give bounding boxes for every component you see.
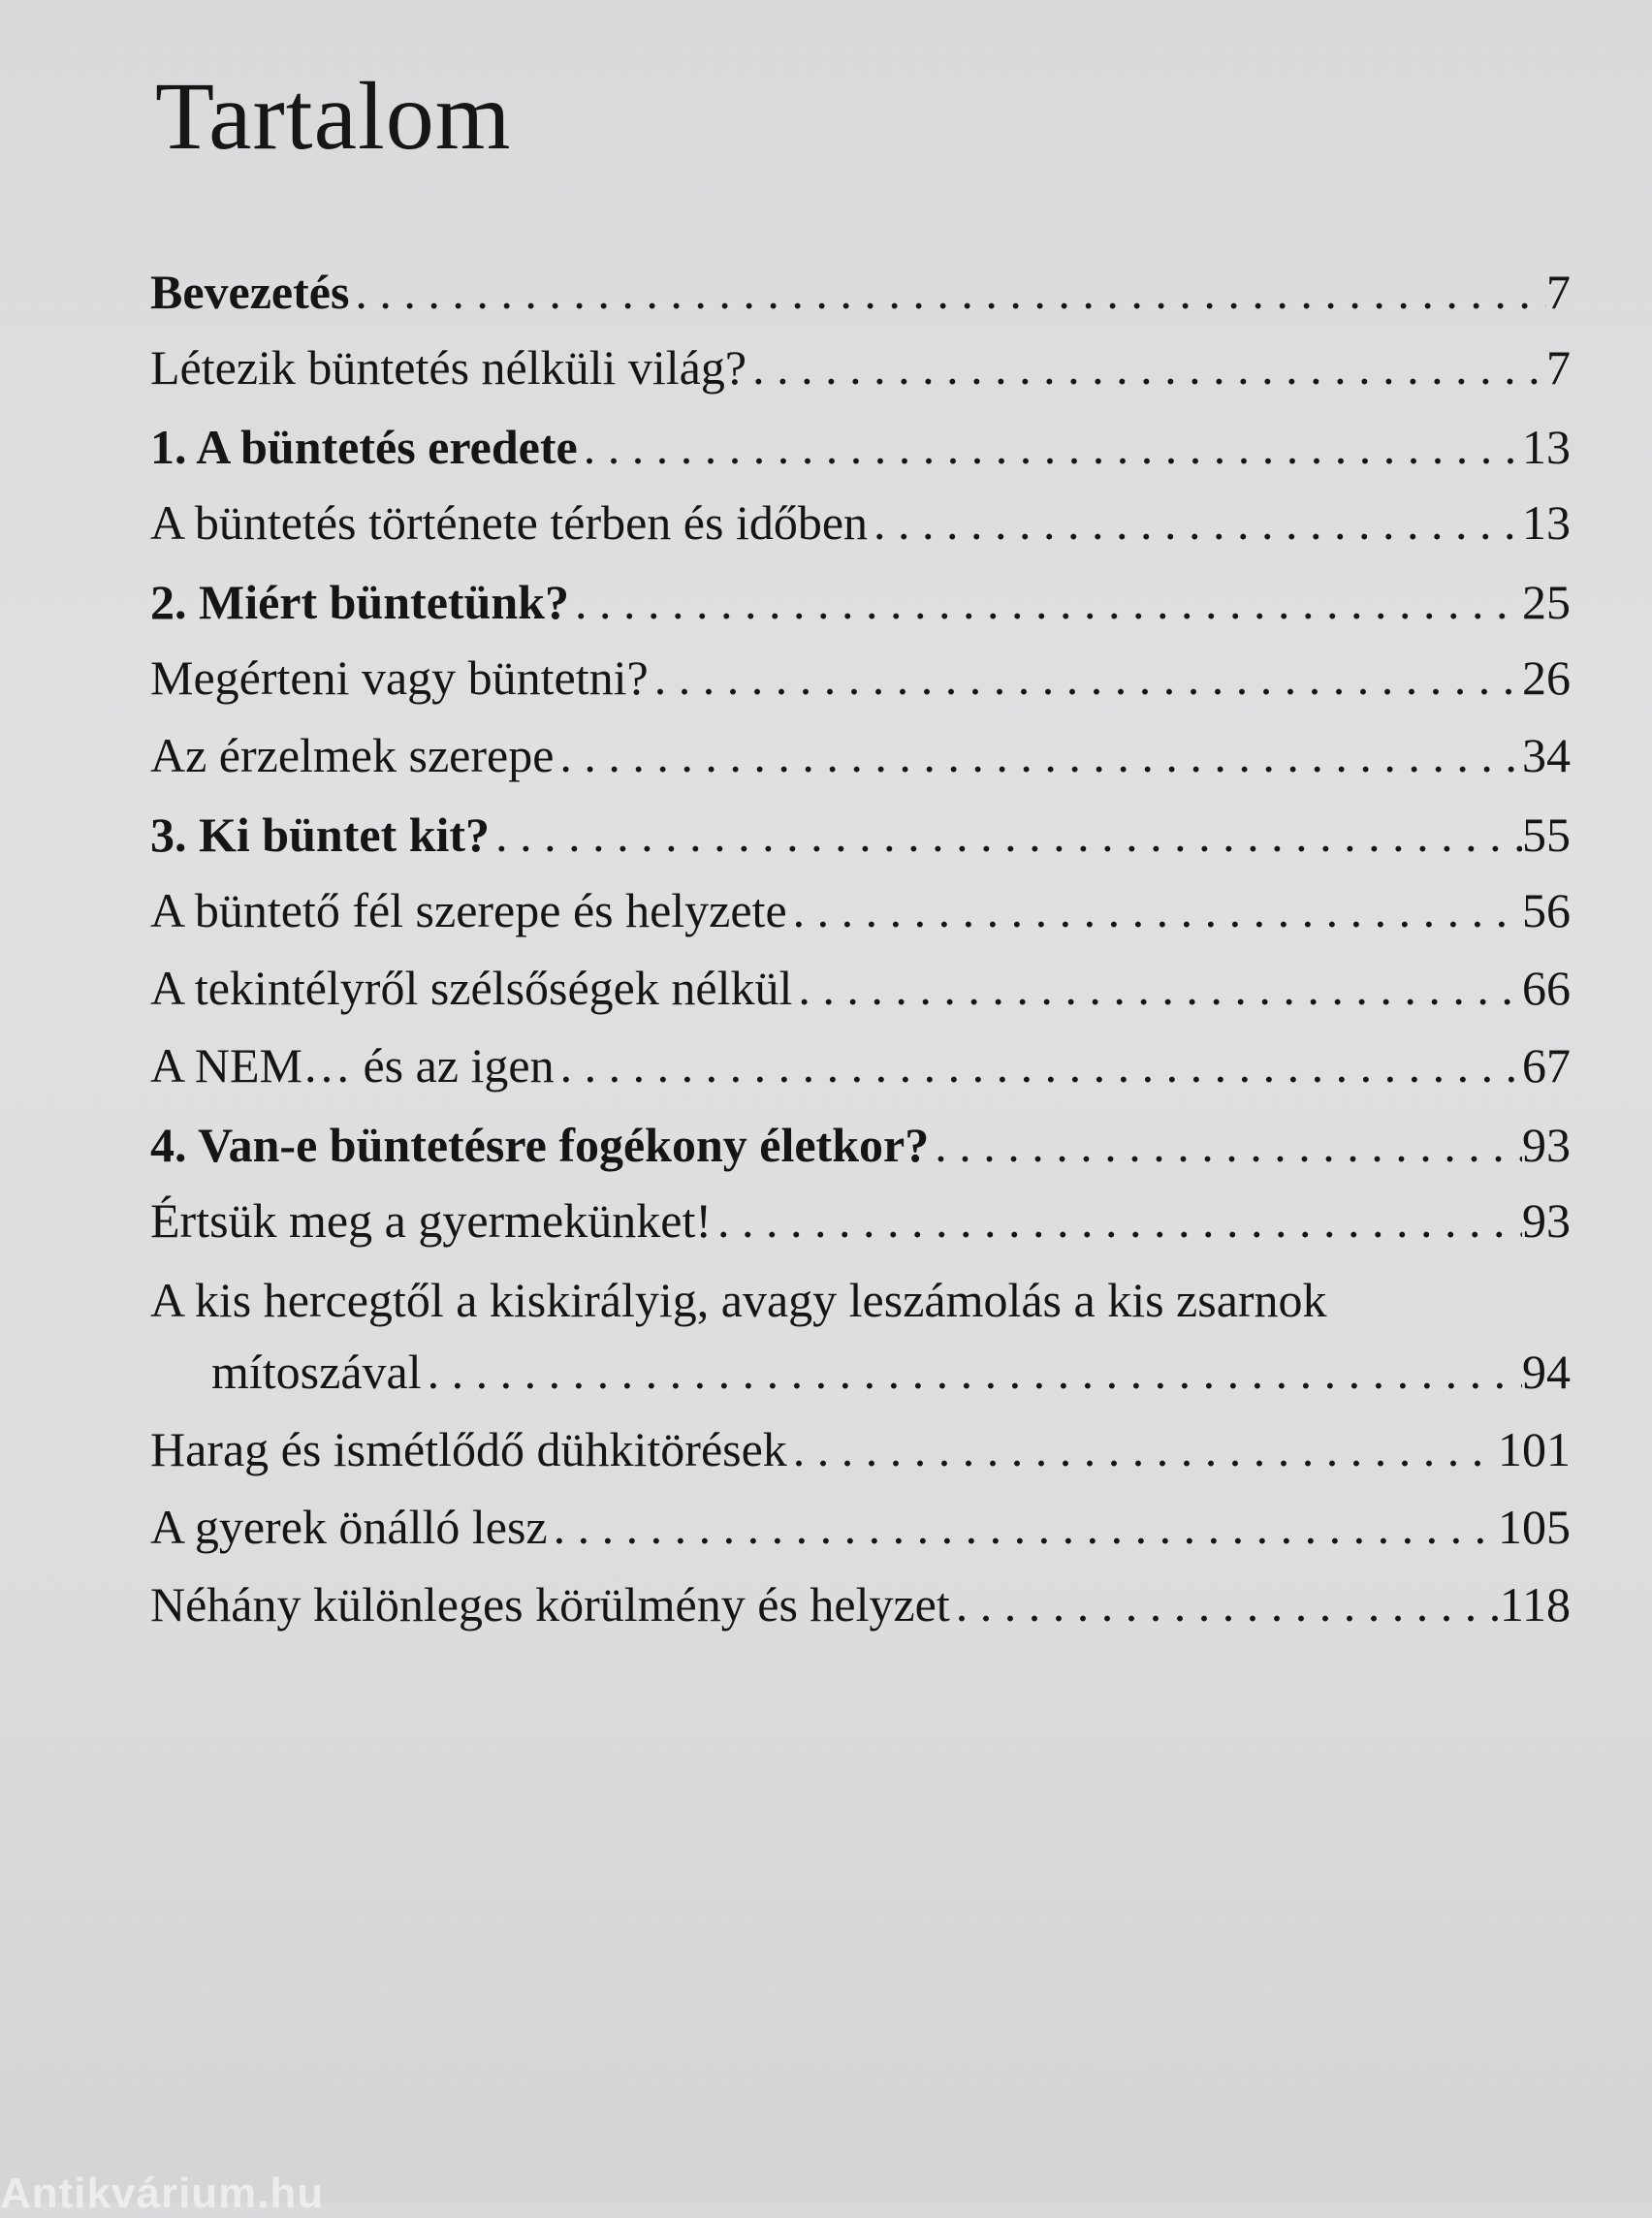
toc-page-number: 93 xyxy=(1522,1118,1571,1172)
toc-page-number: 101 xyxy=(1498,1422,1571,1476)
toc-label: A gyerek önálló lesz xyxy=(150,1500,548,1554)
toc-entry-continuation xyxy=(211,1344,1571,1411)
leader-dots xyxy=(578,419,1522,475)
leader-dots xyxy=(422,1344,1522,1400)
toc-label: Értsük meg a gyermekünket! xyxy=(150,1193,712,1248)
toc-label: Létezik büntetés nélküli világ? xyxy=(150,340,747,395)
toc-page-number: 7 xyxy=(1546,340,1571,395)
toc-page-number: 66 xyxy=(1522,961,1571,1015)
leader-dots xyxy=(868,494,1522,551)
leader-dots xyxy=(929,1117,1522,1173)
toc-label: A NEM… és az igen xyxy=(150,1038,555,1093)
toc-entry xyxy=(150,494,1571,562)
toc-label: Az érzelmek szerepe xyxy=(150,728,555,782)
watermark: Antikvárium.hu xyxy=(0,2170,325,2217)
toc-page-number: 55 xyxy=(1522,808,1571,862)
toc-entry xyxy=(150,1576,1571,1644)
toc-page-number: 13 xyxy=(1522,495,1571,550)
toc-page-number: 7 xyxy=(1546,265,1571,319)
toc-page-number: 56 xyxy=(1522,883,1571,937)
toc-chapter-4 xyxy=(150,1117,1571,1185)
toc-entry xyxy=(150,1499,1571,1567)
leader-dots xyxy=(712,1192,1522,1249)
leader-dots xyxy=(950,1576,1500,1632)
toc-entry xyxy=(150,1192,1571,1260)
leader-dots xyxy=(792,960,1522,1016)
leader-dots xyxy=(555,1037,1522,1093)
toc-page-number: 13 xyxy=(1522,420,1571,474)
toc-entry xyxy=(150,727,1571,795)
toc-label: A tekintélyről szélsőségek nélkül xyxy=(150,961,793,1015)
toc-chapter-2 xyxy=(150,574,1571,642)
toc-page-number: 94 xyxy=(1522,1345,1571,1399)
toc-label: A büntető fél szerepe és helyzete xyxy=(150,883,787,937)
toc-page-number: 118 xyxy=(1499,1577,1571,1632)
toc-page-number: 26 xyxy=(1522,650,1571,705)
toc-page-number: 25 xyxy=(1522,575,1571,629)
leader-dots xyxy=(548,1499,1498,1555)
toc-label: mítoszával xyxy=(211,1345,422,1399)
toc-label: 3. Ki büntet kit? xyxy=(150,808,491,862)
toc-page-number: 67 xyxy=(1522,1038,1571,1093)
toc-page-number: 34 xyxy=(1522,728,1571,782)
leader-dots xyxy=(490,807,1522,863)
toc-label: 1. A büntetés eredete xyxy=(150,420,578,474)
toc-entry-first-line: A kis hercegtől a kiskirályig, avagy leszámolás a kis zsarnok xyxy=(150,1273,1327,1327)
toc-label: Harag és ismétlődő dühkitörések xyxy=(150,1422,787,1476)
leader-dots xyxy=(569,574,1522,630)
leader-dots xyxy=(747,339,1546,396)
leader-dots xyxy=(787,882,1522,938)
toc-chapter-1 xyxy=(150,419,1571,487)
toc-page-number: 105 xyxy=(1498,1500,1571,1554)
leader-dots xyxy=(787,1421,1498,1477)
toc-section-introduction xyxy=(150,264,1571,332)
toc-entry xyxy=(150,960,1571,1028)
leader-dots xyxy=(349,264,1546,320)
toc-label: 2. Miért büntetünk? xyxy=(150,575,569,629)
leader-dots xyxy=(649,650,1522,706)
leader-dots xyxy=(554,727,1522,783)
toc-label: Bevezetés xyxy=(150,265,350,319)
toc-label: 4. Van-e büntetésre fogékony életkor? xyxy=(150,1118,930,1172)
toc-page-number: 93 xyxy=(1522,1193,1571,1248)
toc-label: Néhány különleges körülmény és helyzet xyxy=(150,1577,950,1632)
toc-label: Megérteni vagy büntetni? xyxy=(150,650,649,705)
toc-entry xyxy=(150,650,1571,717)
toc-entry xyxy=(150,882,1571,950)
toc-entry xyxy=(150,1421,1571,1489)
toc-entry xyxy=(150,1037,1571,1105)
toc-chapter-3 xyxy=(150,807,1571,874)
toc-label: A büntetés története térben és időben xyxy=(150,495,869,550)
toc-entry xyxy=(150,339,1571,407)
page-title: Tartalom xyxy=(155,62,512,170)
